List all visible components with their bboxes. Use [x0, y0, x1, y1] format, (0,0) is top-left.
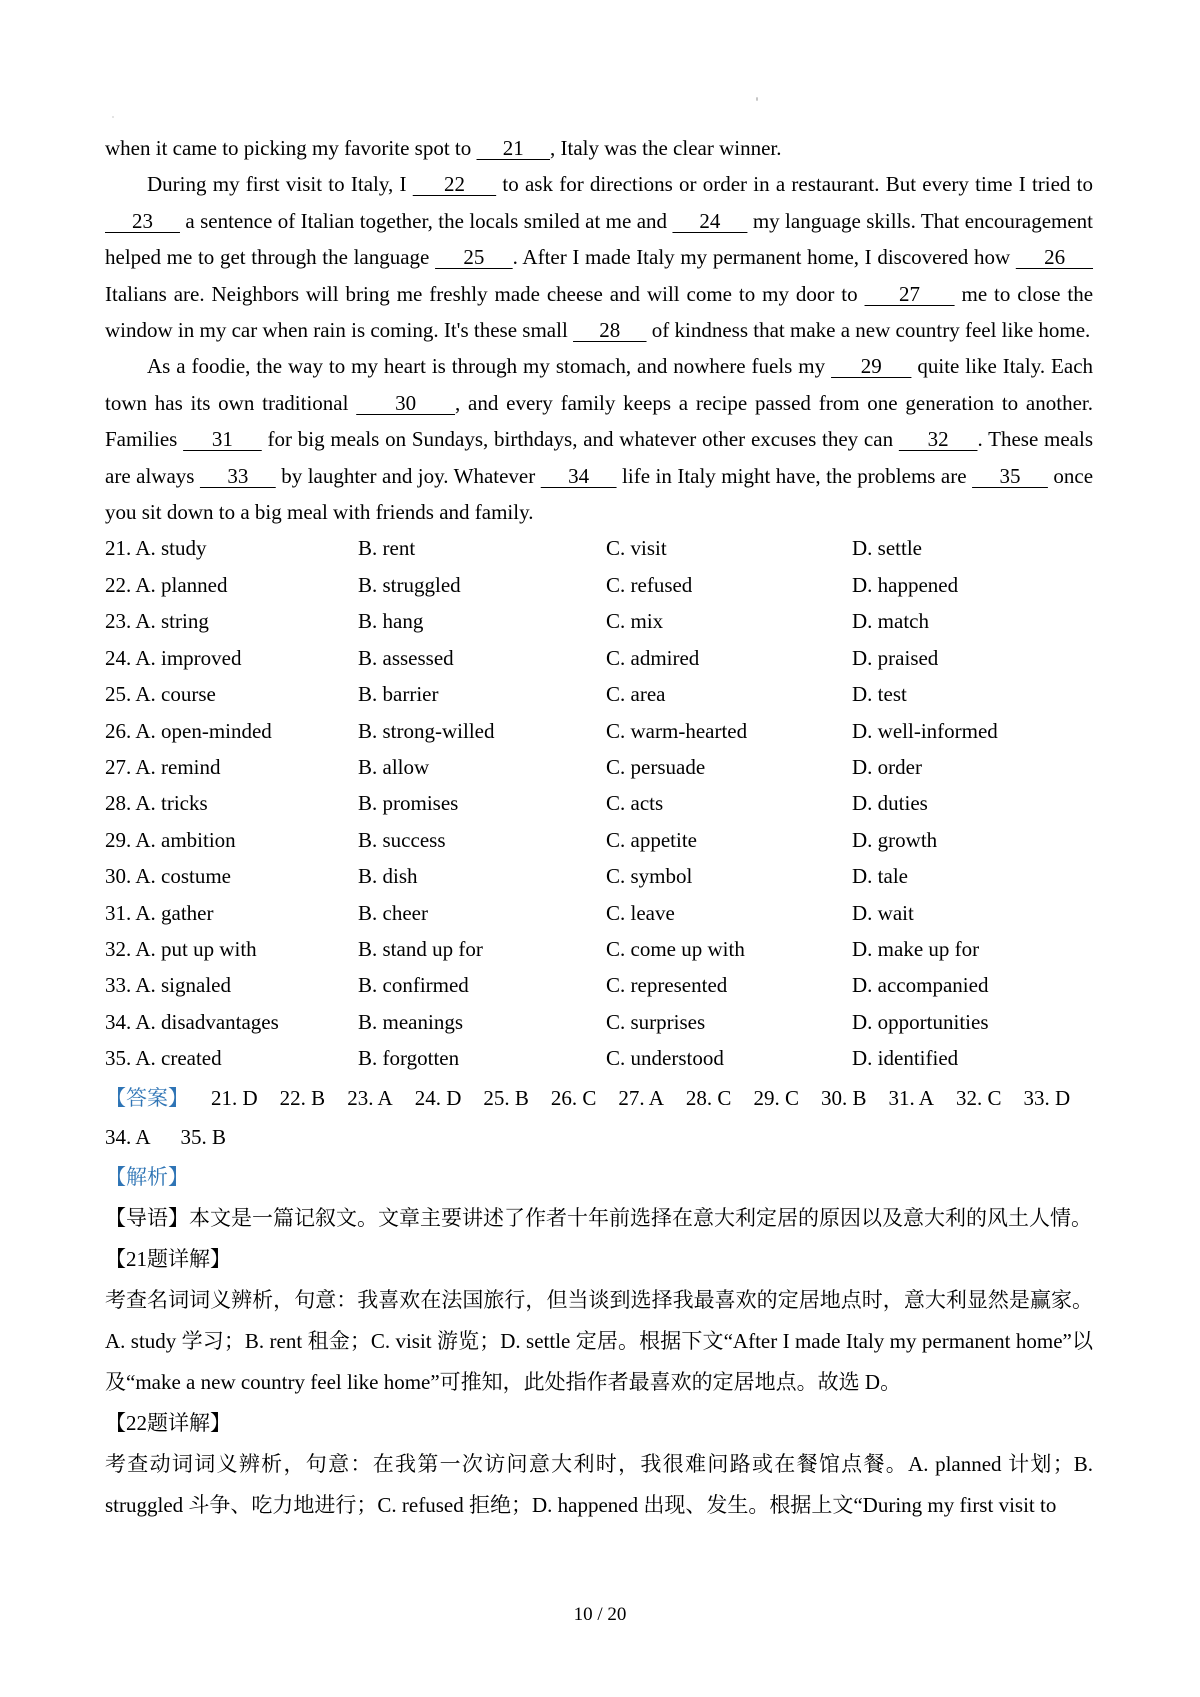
answer-item: 22. B: [279, 1085, 326, 1110]
option-cell-24-B: B. assessed: [358, 645, 454, 670]
explanation-body-21: 考查名词词义辨析，句意：我喜欢在法国旅行，但当谈到选择我最喜欢的定居地点时，意大利显然是赢家。A. study 学习；B. rent 租金；C. visit 游览；D. settle 定居。根据下文“After I made Italy my permanent home”以及“make a new country feel like home”可推知，此处指作者最喜欢的定居地点。故选 D。: [105, 1287, 1093, 1394]
analysis-label: 【解析】: [105, 1164, 189, 1189]
answer-label: 【答案】: [105, 1085, 189, 1110]
option-cell-32-A: 32. A. put up with: [105, 936, 257, 961]
option-cell-22-C: C. refused: [606, 572, 693, 597]
option-cell-32-D: D. make up for: [852, 936, 980, 961]
answer-line-1: [105, 1079, 1093, 1118]
option-cell-28-C: C. acts: [606, 791, 664, 816]
option-cell-34-B: B. meanings: [358, 1009, 463, 1034]
option-cell-22-A: 22. A. planned: [105, 572, 228, 597]
option-cell-30-D: D. tale: [852, 864, 908, 889]
option-cell-27-D: D. order: [852, 754, 922, 779]
option-cell-31-A: 31. A. gather: [105, 900, 214, 925]
option-cell-33-C: C. represented: [606, 973, 728, 998]
option-cell-28-B: B. promises: [358, 791, 459, 816]
question-explanations: [105, 1239, 1093, 1526]
answer-item: 29. C: [753, 1085, 799, 1110]
option-cell-33-D: D. accompanied: [852, 973, 989, 998]
blank-32: 32: [898, 427, 978, 452]
option-cell-26-C: C. warm-hearted: [606, 718, 748, 743]
answer-item: 31. A: [888, 1085, 934, 1110]
option-cell-21-A: 21. A. study: [105, 536, 207, 561]
option-cell-26-A: 26. A. open-minded: [105, 718, 272, 743]
option-cell-25-B: B. barrier: [358, 682, 439, 707]
answer-line-2: [105, 1118, 1093, 1157]
passage-overview: 【导语】本文是一篇记叙文。文章主要讲述了作者十年前选择在意大利定居的原因以及意大利的风土人情。: [105, 1205, 1092, 1230]
option-cell-35-B: B. forgotten: [358, 1046, 460, 1071]
blank-34: 34: [540, 463, 617, 488]
answer-item: 28. C: [685, 1085, 732, 1110]
option-cell-34-C: C. surprises: [606, 1009, 706, 1034]
option-cell-23-A: 23. A. string: [105, 609, 209, 634]
answer-item: 33. D: [1023, 1085, 1071, 1110]
option-cell-29-A: 29. A. ambition: [105, 827, 236, 852]
option-cell-35-C: C. understood: [606, 1046, 724, 1071]
answer-item: 27. A: [618, 1085, 664, 1110]
option-cell-27-B: B. allow: [358, 754, 430, 779]
passage-paragraph-1: when it came to picking my favorite spot to 21 , Italy was the clear winner.: [105, 136, 782, 160]
option-cell-29-D: D. growth: [852, 827, 938, 852]
option-cell-34-D: D. opportunities: [852, 1009, 989, 1034]
answer-item: 32. C: [955, 1085, 1002, 1110]
option-cell-22-B: B. struggled: [358, 572, 461, 597]
option-cell-33-A: 33. A. signaled: [105, 973, 231, 998]
option-cell-30-C: C. symbol: [606, 864, 693, 889]
option-cell-30-A: 30. A. costume: [105, 864, 231, 889]
blank-23: 23: [105, 208, 180, 233]
option-cell-29-B: B. success: [358, 827, 446, 852]
page-content: [105, 0, 1093, 1526]
blank-26: 26: [1015, 245, 1094, 270]
option-cell-30-B: B. dish: [358, 864, 418, 889]
explanation-heading-22: 【22题详解】: [105, 1410, 231, 1435]
answer-item: 24. D: [414, 1085, 462, 1110]
option-cell-28-A: 28. A. tricks: [105, 791, 208, 816]
option-cell-35-D: D. identified: [852, 1046, 959, 1071]
blank-35: 35: [972, 463, 1048, 488]
option-cell-25-C: C. area: [606, 682, 666, 707]
blank-28: 28: [573, 318, 647, 343]
blank-21: 21: [476, 136, 550, 160]
option-cell-29-C: C. appetite: [606, 827, 697, 852]
explanation-heading-21: 【21题详解】: [105, 1246, 231, 1271]
answer-item: 25. B: [483, 1085, 529, 1110]
passage-paragraph-3: As a foodie, the way to my heart is through my stomach, and nowhere fuels my 29 quite like Italy. Each town has its own traditional 30 , and every family keeps a recipe passed from one generation to another. Families 31 for big meals on Sundays, birthdays, and whatever other excuses they can 32 . These meals are always 33 by laughter and joy. Whatever 34 life in Italy might have, the problems are 35 once you sit down to a big meal with friends and family.: [105, 354, 1094, 525]
option-cell-33-B: B. confirmed: [358, 973, 469, 998]
option-cell-31-C: C. leave: [606, 900, 675, 925]
option-cell-24-A: 24. A. improved: [105, 645, 242, 670]
answer-item: 30. B: [820, 1085, 867, 1110]
blank-30: 30: [356, 390, 456, 415]
option-cell-35-A: 35. A. created: [105, 1046, 222, 1071]
option-cell-23-D: D. match: [852, 609, 929, 634]
answer-items: [211, 1079, 1070, 1118]
option-cell-22-D: D. happened: [852, 572, 959, 597]
answer-key: [105, 1079, 1093, 1157]
option-cell-26-D: D. well-informed: [852, 718, 998, 743]
blank-27: 27: [864, 281, 955, 306]
answer-item: 21. D: [211, 1085, 258, 1110]
option-cell-27-C: C. persuade: [606, 754, 706, 779]
blank-29: 29: [831, 354, 912, 379]
option-cell-21-D: D. settle: [852, 536, 922, 561]
answer-item: 23. A: [347, 1085, 393, 1110]
blank-31: 31: [183, 427, 262, 452]
option-cell-26-B: B. strong-willed: [358, 718, 495, 743]
option-cell-24-D: D. praised: [852, 645, 939, 670]
option-cell-23-B: B. hang: [358, 609, 424, 634]
passage-paragraph-2: During my first visit to Italy, I 22 to ask for directions or order in a restaurant. But every time I tried to 23 a sentence of Italian together, the locals smiled at me and 24 my language skills. That encouragement helped me to get through the language 25 . After I made Italy my permanent home, I discovered how 26 Italians are. Neighbors will bring me freshly made cheese and will come to my door to 27 me to close the window in my car when rain is coming. It's these small 28 of kindness that make a new country feel like home.: [105, 172, 1094, 343]
blank-24: 24: [672, 208, 748, 233]
option-cell-31-B: B. cheer: [358, 900, 428, 925]
answer-item: 35. B: [180, 1124, 227, 1149]
option-cell-23-C: C. mix: [606, 609, 664, 634]
option-cell-25-A: 25. A. course: [105, 682, 216, 707]
option-cell-34-A: 34. A. disadvantages: [105, 1009, 279, 1034]
option-cell-24-C: C. admired: [606, 645, 700, 670]
option-cell-28-D: D. duties: [852, 791, 928, 816]
blank-25: 25: [435, 245, 513, 270]
option-cell-25-D: D. test: [852, 682, 907, 707]
blank-33: 33: [199, 463, 276, 488]
page-number: 10 / 20: [573, 1604, 627, 1625]
option-cell-21-B: B. rent: [358, 536, 416, 561]
explanation-body-22: 考查动词词义辨析，句意：在我第一次访问意大利时，我很难问路或在餐馆点餐。A. planned 计划；B. struggled 斗争、吃力地进行；C. refused 拒绝；D. happened 出现、发生。根据上文“During my first visit to: [105, 1451, 1093, 1517]
option-cell-31-D: D. wait: [852, 900, 914, 925]
cloze-passage: [105, 130, 1093, 530]
option-cell-21-C: C. visit: [606, 536, 667, 561]
blank-22: 22: [412, 172, 497, 197]
answer-item: 34. A: [105, 1124, 151, 1149]
option-cell-32-C: C. come up with: [606, 936, 745, 961]
option-cell-27-A: 27. A. remind: [105, 754, 221, 779]
option-cell-32-B: B. stand up for: [358, 936, 483, 961]
answer-item: 26. C: [550, 1085, 597, 1110]
options-table: [105, 530, 1093, 1076]
